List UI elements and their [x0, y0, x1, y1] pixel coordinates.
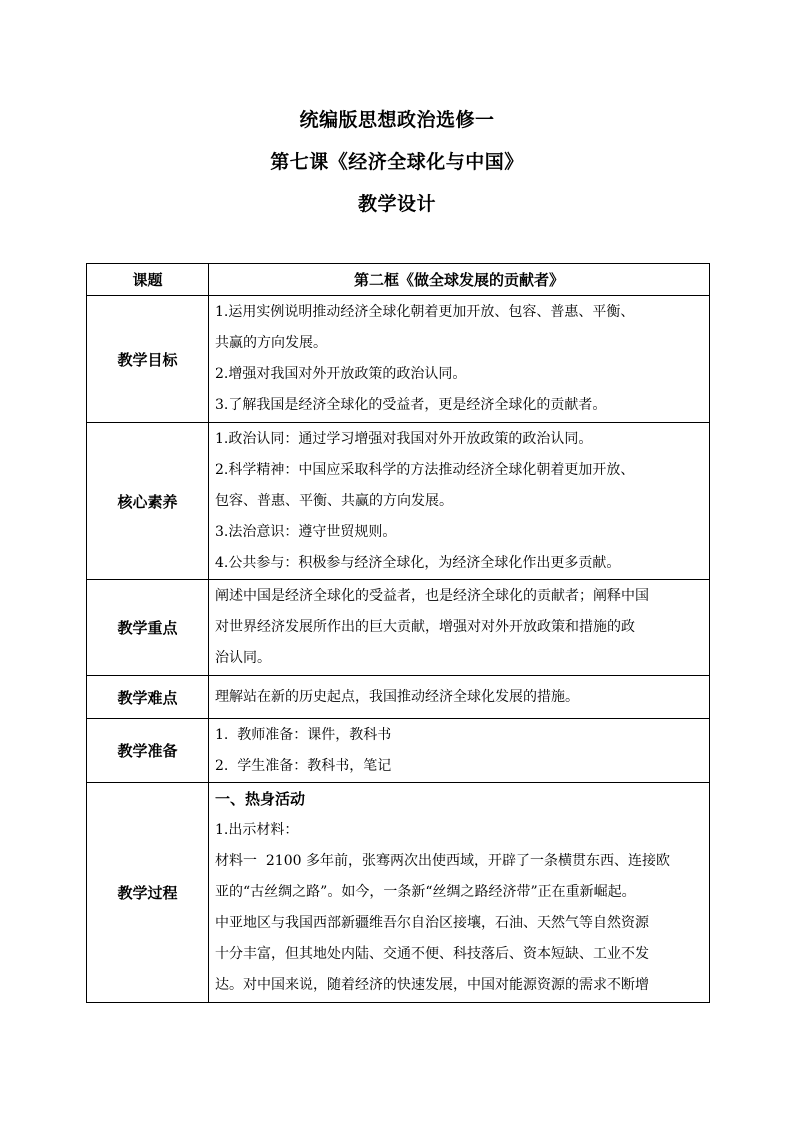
table-row-process [87, 783, 710, 1003]
doc-title-line2: 第七课《经济全球化与中国》 [270, 151, 524, 173]
objectives-line: 共赢的方向发展。 [215, 335, 327, 351]
preparation-line: 1. 教师准备：课件，教科书 [215, 727, 392, 743]
lesson-plan-table [86, 263, 710, 1003]
table-row-literacy [87, 423, 710, 580]
topic-value: 第二框《做全球发展的贡献者》 [209, 264, 710, 296]
difficulties-label: 教学难点 [87, 676, 209, 719]
preparation-label: 教学准备 [87, 719, 209, 783]
difficulties-line: 理解站在新的历史起点，我国推动经济全球化发展的措施。 [215, 688, 579, 705]
process-section-title: 一、热身活动 [215, 790, 306, 808]
literacy-label: 核心素养 [87, 423, 209, 580]
table-row-topic [87, 264, 710, 296]
process-label: 教学过程 [87, 783, 209, 1003]
table-row-key-points [87, 580, 710, 676]
preparation-content [209, 719, 710, 783]
process-line: 达。对中国来说，随着经济的快速发展，中国对能源资源的需求不断增 [215, 977, 649, 993]
literacy-line: 4.公共参与：积极参与经济全球化，为经济全球化作出更多贡献。 [215, 555, 621, 571]
process-line: 中亚地区与我国西部新疆维吾尔自治区接壤，石油、天然气等自然资源 [215, 915, 649, 931]
literacy-content [209, 423, 710, 580]
key-points-line: 对世界经济发展所作出的巨大贡献，增强对对外开放政策和措施的政 [215, 619, 635, 635]
process-line: 亚的“古丝绸之路”。如今，一条新“丝绸之路经济带”正在重新崛起。 [215, 884, 636, 900]
objectives-line: 2.增强对我国对外开放政策的政治认同。 [215, 366, 467, 382]
literacy-line: 包容、普惠、平衡、共赢的方向发展。 [215, 493, 453, 509]
table-row-preparation [87, 719, 710, 783]
objectives-line: 1.运用实例说明推动经济全球化朝着更加开放、包容、普惠、平衡、 [215, 304, 635, 320]
objectives-label: 教学目标 [87, 296, 209, 423]
literacy-line: 2.科学精神：中国应采取科学的方法推动经济全球化朝着更加开放、 [215, 462, 635, 478]
process-line: 材料一 2100 多年前，张骞两次出使西域，开辟了一条横贯东西、连接欧 [215, 853, 670, 869]
objectives-content [209, 296, 710, 423]
table-row-objectives [87, 296, 710, 423]
key-points-label: 教学重点 [87, 580, 209, 676]
process-line: 1.出示材料： [215, 822, 299, 838]
key-points-content [209, 580, 710, 676]
objectives-line: 3.了解我国是经济全球化的受益者，更是经济全球化的贡献者。 [215, 397, 607, 413]
literacy-line: 3.法治意识：遵守世贸规则。 [215, 524, 397, 540]
process-content [209, 783, 710, 1003]
difficulties-content [209, 676, 710, 719]
topic-label: 课题 [87, 264, 209, 296]
literacy-line: 1.政治认同：通过学习增强对我国对外开放政策的政治认同。 [215, 431, 593, 447]
key-points-line: 阐述中国是经济全球化的受益者，也是经济全球化的贡献者；阐释中国 [215, 588, 649, 604]
doc-title-line3: 教学设计 [357, 193, 436, 215]
table-row-difficulties [87, 676, 710, 719]
preparation-line: 2. 学生准备：教科书，笔记 [215, 758, 392, 774]
key-points-line: 治认同。 [215, 650, 271, 666]
process-line: 十分丰富，但其地处内陆、交通不便、科技落后、资本短缺、工业不发 [215, 946, 649, 962]
doc-title-line1: 统编版思想政治选修一 [299, 109, 495, 131]
